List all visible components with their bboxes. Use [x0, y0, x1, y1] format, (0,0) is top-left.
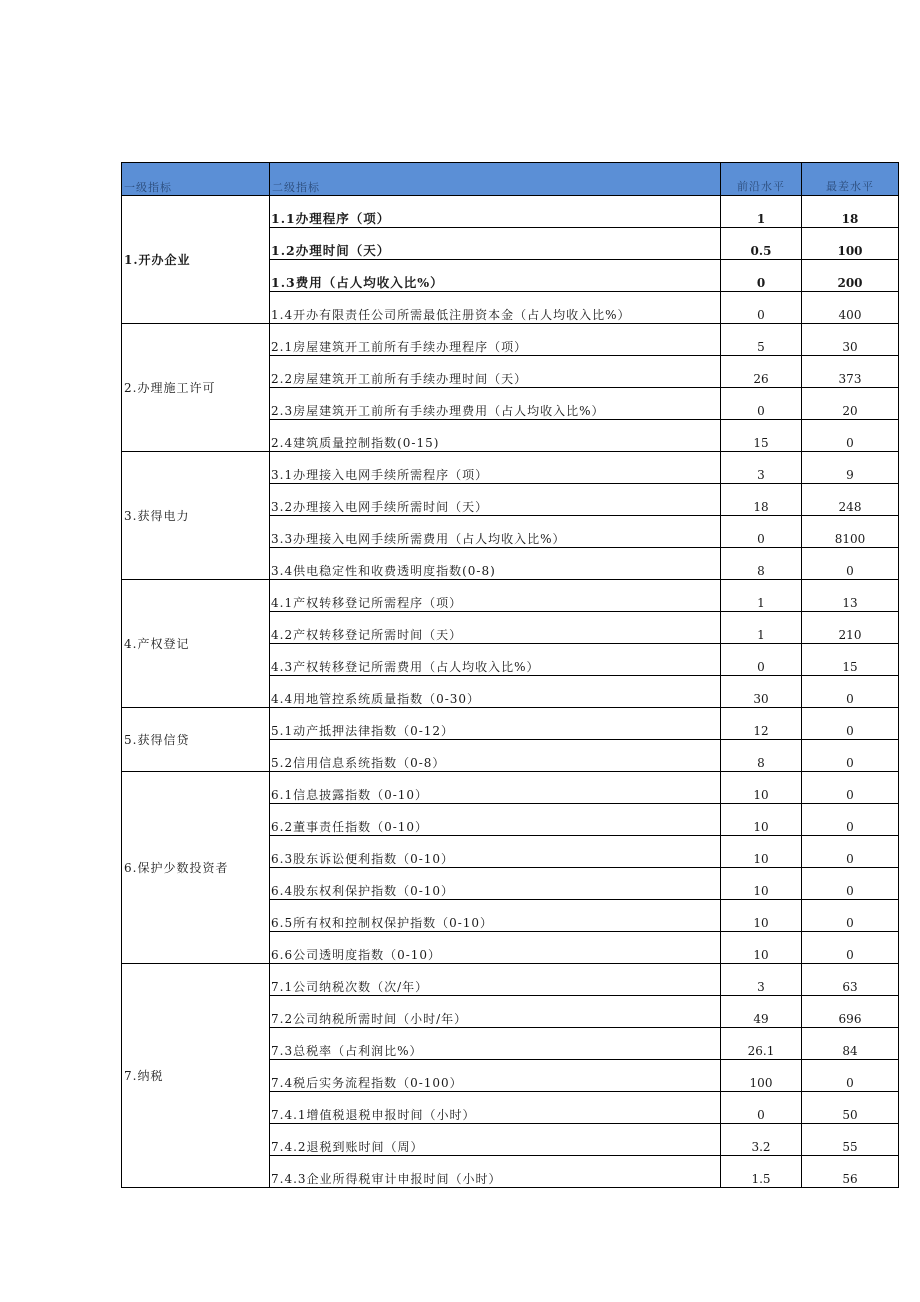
header-level2: 二级指标 [270, 163, 721, 196]
frontier-value: 0 [721, 292, 802, 324]
level2-indicator: 6.5所有权和控制权保护指数（0-10） [270, 900, 721, 932]
worst-value: 0 [802, 676, 899, 708]
level2-indicator: 5.2信用信息系统指数（0-8） [270, 740, 721, 772]
indicator-table-body [122, 163, 899, 1188]
worst-value: 200 [802, 260, 899, 292]
level1-indicator: 4.产权登记 [122, 580, 270, 708]
level2-indicator: 7.4税后实务流程指数（0-100） [270, 1060, 721, 1092]
level2-indicator: 3.4供电稳定性和收费透明度指数(0-8) [270, 548, 721, 580]
level2-indicator: 3.3办理接入电网手续所需费用（占人均收入比%） [270, 516, 721, 548]
worst-value: 0 [802, 836, 899, 868]
indicator-table [121, 162, 899, 1188]
frontier-value: 0 [721, 644, 802, 676]
level2-indicator: 6.2董事责任指数（0-10） [270, 804, 721, 836]
level1-indicator: 2.办理施工许可 [122, 324, 270, 452]
worst-value: 248 [802, 484, 899, 516]
level2-indicator: 6.1信息披露指数（0-10） [270, 772, 721, 804]
frontier-value: 15 [721, 420, 802, 452]
frontier-value: 18 [721, 484, 802, 516]
header-frontier: 前沿水平 [721, 163, 802, 196]
worst-value: 50 [802, 1092, 899, 1124]
frontier-value: 3 [721, 452, 802, 484]
worst-value: 63 [802, 964, 899, 996]
frontier-value: 26.1 [721, 1028, 802, 1060]
level2-indicator: 5.1动产抵押法律指数（0-12） [270, 708, 721, 740]
frontier-value: 26 [721, 356, 802, 388]
level1-indicator: 5.获得信贷 [122, 708, 270, 772]
frontier-value: 10 [721, 804, 802, 836]
worst-value: 15 [802, 644, 899, 676]
level2-indicator: 4.4用地管控系统质量指数（0-30） [270, 676, 721, 708]
worst-value: 0 [802, 708, 899, 740]
frontier-value: 1.5 [721, 1156, 802, 1188]
table-row [122, 772, 899, 804]
worst-value: 0 [802, 900, 899, 932]
level2-indicator: 1.4开办有限责任公司所需最低注册资本金（占人均收入比%） [270, 292, 721, 324]
worst-value: 13 [802, 580, 899, 612]
frontier-value: 1 [721, 580, 802, 612]
frontier-value: 49 [721, 996, 802, 1028]
worst-value: 0 [802, 772, 899, 804]
level2-indicator: 1.2办理时间（天） [270, 228, 721, 260]
frontier-value: 8 [721, 548, 802, 580]
frontier-value: 10 [721, 900, 802, 932]
worst-value: 9 [802, 452, 899, 484]
frontier-value: 1 [721, 612, 802, 644]
table-row [122, 196, 899, 228]
level2-indicator: 2.3房屋建筑开工前所有手续办理费用（占人均收入比%） [270, 388, 721, 420]
worst-value: 0 [802, 804, 899, 836]
frontier-value: 3 [721, 964, 802, 996]
level1-indicator: 3.获得电力 [122, 452, 270, 580]
level1-indicator: 7.纳税 [122, 964, 270, 1188]
level1-indicator: 1.开办企业 [122, 196, 270, 324]
worst-value: 400 [802, 292, 899, 324]
frontier-value: 0 [721, 260, 802, 292]
frontier-value: 8 [721, 740, 802, 772]
frontier-value: 3.2 [721, 1124, 802, 1156]
frontier-value: 0.5 [721, 228, 802, 260]
frontier-value: 0 [721, 516, 802, 548]
table-row [122, 964, 899, 996]
worst-value: 0 [802, 932, 899, 964]
frontier-value: 0 [721, 388, 802, 420]
header-level1: 一级指标 [122, 163, 270, 196]
level2-indicator: 7.4.1增值税退税申报时间（小时） [270, 1092, 721, 1124]
frontier-value: 100 [721, 1060, 802, 1092]
level2-indicator: 7.2公司纳税所需时间（小时/年） [270, 996, 721, 1028]
worst-value: 55 [802, 1124, 899, 1156]
worst-value: 210 [802, 612, 899, 644]
level1-indicator: 6.保护少数投资者 [122, 772, 270, 964]
worst-value: 373 [802, 356, 899, 388]
level2-indicator: 7.3总税率（占利润比%） [270, 1028, 721, 1060]
frontier-value: 0 [721, 1092, 802, 1124]
worst-value: 8100 [802, 516, 899, 548]
worst-value: 56 [802, 1156, 899, 1188]
level2-indicator: 4.1产权转移登记所需程序（项） [270, 580, 721, 612]
level2-indicator: 4.2产权转移登记所需时间（天） [270, 612, 721, 644]
worst-value: 30 [802, 324, 899, 356]
frontier-value: 30 [721, 676, 802, 708]
frontier-value: 1 [721, 196, 802, 228]
header-worst: 最差水平 [802, 163, 899, 196]
level2-indicator: 3.2办理接入电网手续所需时间（天） [270, 484, 721, 516]
worst-value: 0 [802, 740, 899, 772]
level2-indicator: 2.2房屋建筑开工前所有手续办理时间（天） [270, 356, 721, 388]
frontier-value: 10 [721, 868, 802, 900]
worst-value: 0 [802, 548, 899, 580]
worst-value: 18 [802, 196, 899, 228]
table-row [122, 324, 899, 356]
frontier-value: 10 [721, 836, 802, 868]
frontier-value: 5 [721, 324, 802, 356]
table-row [122, 580, 899, 612]
level2-indicator: 7.4.2退税到账时间（周） [270, 1124, 721, 1156]
worst-value: 0 [802, 868, 899, 900]
table-row [122, 452, 899, 484]
level2-indicator: 7.1公司纳税次数（次/年） [270, 964, 721, 996]
level2-indicator: 1.1办理程序（项） [270, 196, 721, 228]
frontier-value: 10 [721, 772, 802, 804]
worst-value: 696 [802, 996, 899, 1028]
frontier-value: 12 [721, 708, 802, 740]
frontier-value: 10 [721, 932, 802, 964]
table-row [122, 708, 899, 740]
level2-indicator: 4.3产权转移登记所需费用（占人均收入比%） [270, 644, 721, 676]
level2-indicator: 3.1办理接入电网手续所需程序（项） [270, 452, 721, 484]
worst-value: 0 [802, 1060, 899, 1092]
level2-indicator: 7.4.3企业所得税审计申报时间（小时） [270, 1156, 721, 1188]
level2-indicator: 2.4建筑质量控制指数(0-15) [270, 420, 721, 452]
level2-indicator: 2.1房屋建筑开工前所有手续办理程序（项） [270, 324, 721, 356]
level2-indicator: 6.4股东权利保护指数（0-10） [270, 868, 721, 900]
level2-indicator: 6.3股东诉讼便利指数（0-10） [270, 836, 721, 868]
worst-value: 20 [802, 388, 899, 420]
worst-value: 0 [802, 420, 899, 452]
worst-value: 84 [802, 1028, 899, 1060]
level2-indicator: 6.6公司透明度指数（0-10） [270, 932, 721, 964]
header-row [122, 163, 899, 196]
worst-value: 100 [802, 228, 899, 260]
level2-indicator: 1.3费用（占人均收入比%） [270, 260, 721, 292]
